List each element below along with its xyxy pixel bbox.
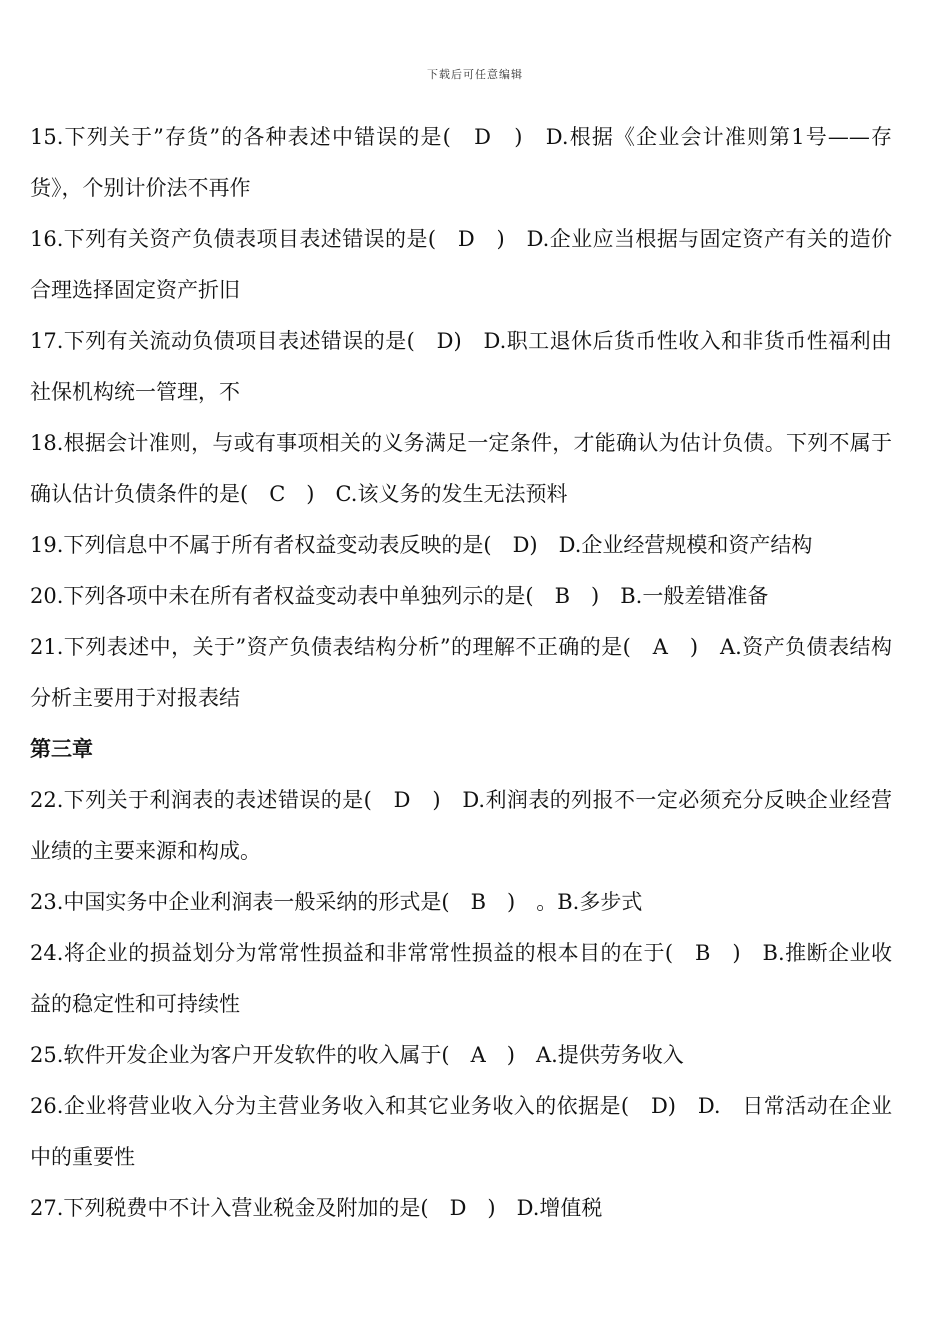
question-26: 26.企业将营业收入分为主营业务收入和其它业务收入的依据是( D) D. 日常活动在企业中的重要性	[30, 1094, 892, 1169]
question-17: 17.下列有关流动负债项目表述错误的是( D) D.职工退休后货币性收入和非货币性福利由社保机构统一管理，不	[30, 329, 892, 404]
chapter-heading: 第三章	[30, 737, 93, 761]
question-23: 23.中国实务中企业利润表一般采纳的形式是( B ) 。B.多步式	[30, 890, 643, 914]
question-25: 25.软件开发企业为客户开发软件的收入属于( A ) A.提供劳务收入	[30, 1043, 684, 1067]
question-19: 19.下列信息中不属于所有者权益变动表反映的是( D) D.企业经营规模和资产结构	[30, 533, 813, 557]
question-24: 24.将企业的损益划分为常常性损益和非常常性损益的根本目的在于( B ) B.推断企业收益的稳定性和可持续性	[30, 941, 892, 1016]
question-27: 27.下列税费中不计入营业税金及附加的是( D ) D.增值税	[30, 1196, 603, 1220]
question-15: 15.下列关于”存货”的各种表述中错误的是( D ) D.根据《企业会计准则第1号——存货》，个别计价法不再作	[30, 125, 892, 200]
document-body	[30, 112, 892, 1234]
page-header: 下载后可任意编辑	[427, 68, 523, 81]
question-18: 18.根据会计准则，与或有事项相关的义务满足一定条件，才能确认为估计负债。下列不属于确认估计负债条件的是( C ) C.该义务的发生无法预料	[30, 431, 892, 506]
question-22: 22.下列关于利润表的表述错误的是( D ) D.利润表的列报不一定必须充分反映企业经营业绩的主要来源和构成。	[30, 788, 892, 863]
question-16: 16.下列有关资产负债表项目表述错误的是( D ) D.企业应当根据与固定资产有关的造价合理选择固定资产折旧	[30, 227, 892, 302]
question-20: 20.下列各项中未在所有者权益变动表中单独列示的是( B ) B.一般差错准备	[30, 584, 769, 608]
question-21: 21.下列表述中，关于”资产负债表结构分析”的理解不正确的是( A ) A.资产负债表结构分析主要用于对报表结	[30, 635, 892, 710]
